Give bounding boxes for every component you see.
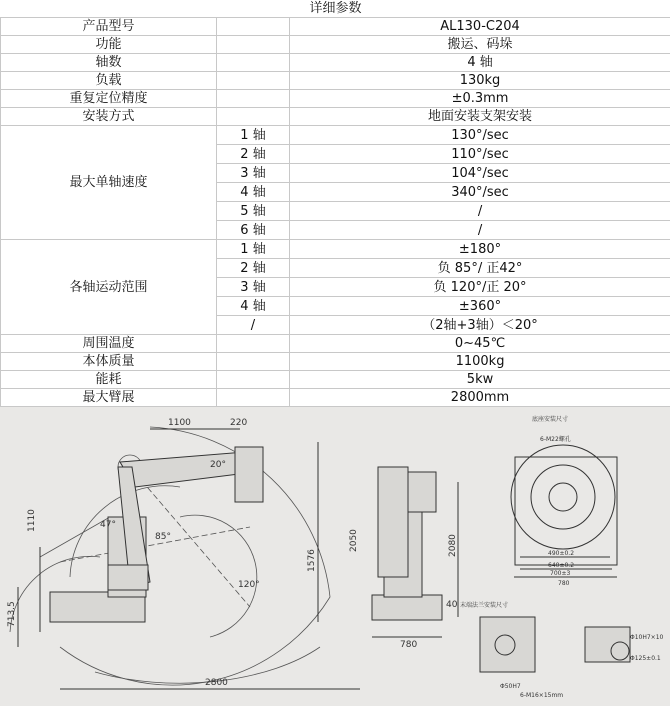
spec-value: （2轴+3轴）＜20° xyxy=(290,316,670,335)
spec-empty xyxy=(217,90,290,108)
spec-empty xyxy=(217,353,290,371)
spec-label: 轴数 xyxy=(1,54,217,72)
top-view-ring xyxy=(531,465,595,529)
robot-wrist xyxy=(235,447,263,502)
spec-value: 130°/sec xyxy=(290,126,670,145)
table-row xyxy=(1,353,670,371)
spec-label: 重复定位精度 xyxy=(1,90,217,108)
axis-cell: 2 轴 xyxy=(217,145,290,164)
axis-cell: 5 轴 xyxy=(217,202,290,221)
angle-120: 120° xyxy=(238,580,260,590)
dim-2050: 2050 xyxy=(349,529,359,552)
spec-empty xyxy=(217,335,290,353)
spec-label: 最大臂展 xyxy=(1,389,217,407)
spec-value: 0~45℃ xyxy=(290,335,670,353)
top-view-ring xyxy=(511,445,615,549)
spec-value: 5kw xyxy=(290,371,670,389)
d125-label: Φ125±0.1 xyxy=(630,655,661,662)
spec-value: 110°/sec xyxy=(290,145,670,164)
axis-cell: 1 轴 xyxy=(217,126,290,145)
axis-cell: 3 轴 xyxy=(217,278,290,297)
top-view-ring xyxy=(549,483,577,511)
spec-value: 负 85°/ 正42° xyxy=(290,259,670,278)
dim-780: 780 xyxy=(400,640,418,650)
angle-20: 20° xyxy=(210,460,226,470)
spec-label: 本体质量 xyxy=(1,353,217,371)
dim-2080: 2080 xyxy=(448,534,458,557)
angle-47: 47° xyxy=(100,520,116,530)
spec-value: AL130-C204 xyxy=(290,18,670,36)
spec-label: 产品型号 xyxy=(1,18,217,36)
spec-empty xyxy=(217,36,290,54)
spec-value: 4 轴 xyxy=(290,54,670,72)
spec-empty xyxy=(217,18,290,36)
section-title: 详细参数 xyxy=(1,0,670,18)
table-row xyxy=(1,335,670,353)
spec-value: 104°/sec xyxy=(290,164,670,183)
technical-drawing xyxy=(0,407,670,706)
dim-780b: 780 xyxy=(558,580,570,587)
spec-value: ±180° xyxy=(290,240,670,259)
robot-counterweight xyxy=(108,565,148,590)
spec-value: 1100kg xyxy=(290,353,670,371)
table-row xyxy=(1,389,670,407)
flange-label: 末端法兰安装尺寸 xyxy=(460,602,509,609)
d10-label: Φ10H7×10 xyxy=(630,634,664,641)
dim-220: 220 xyxy=(230,418,248,428)
dim-1110: 1110 xyxy=(27,509,37,532)
base-label: 底座安装尺寸 xyxy=(532,416,569,423)
work-range-drawing xyxy=(0,407,670,706)
flange-view-2 xyxy=(585,627,630,662)
dim-713: 713.5 xyxy=(7,601,17,627)
table-row xyxy=(1,72,670,90)
dim-40: 40 xyxy=(446,600,458,610)
table-row xyxy=(1,108,670,126)
table-row xyxy=(1,240,670,259)
spec-label: 功能 xyxy=(1,36,217,54)
table-row xyxy=(1,36,670,54)
spec-group-label: 各轴运动范围 xyxy=(1,240,217,335)
spec-label: 负载 xyxy=(1,72,217,90)
m16-label: 6-M16×15mm xyxy=(520,692,564,699)
flange-view-1 xyxy=(480,617,535,672)
table-row xyxy=(1,54,670,72)
dim-2800: 2800 xyxy=(205,678,228,688)
table-row xyxy=(1,18,670,36)
spec-empty xyxy=(217,54,290,72)
spec-label: 安装方式 xyxy=(1,108,217,126)
spec-label: 周围温度 xyxy=(1,335,217,353)
spec-value: / xyxy=(290,221,670,240)
axis-cell: / xyxy=(217,316,290,335)
spec-value: 340°/sec xyxy=(290,183,670,202)
spec-value: ±360° xyxy=(290,297,670,316)
d50-label: Φ50H7 xyxy=(500,683,521,690)
axis-cell: 6 轴 xyxy=(217,221,290,240)
dim-700: 700±3 xyxy=(550,570,571,577)
dim-1100: 1100 xyxy=(168,418,191,428)
spec-value: 2800mm xyxy=(290,389,670,407)
side-view-base xyxy=(372,595,442,620)
angle-85: 85° xyxy=(155,532,171,542)
spec-value: 130kg xyxy=(290,72,670,90)
spec-value: 地面安装支架安装 xyxy=(290,108,670,126)
dim-640: 640±0.2 xyxy=(548,562,575,569)
spec-group-label: 最大单轴速度 xyxy=(1,126,217,240)
side-view-motor xyxy=(408,472,436,512)
axis-cell: 2 轴 xyxy=(217,259,290,278)
axis-cell: 1 轴 xyxy=(217,240,290,259)
spec-value: ±0.3mm xyxy=(290,90,670,108)
m22-label: 6-M22螺孔 xyxy=(540,436,571,443)
axis-cell: 4 轴 xyxy=(217,183,290,202)
spec-value: / xyxy=(290,202,670,221)
spec-empty xyxy=(217,108,290,126)
spec-label: 能耗 xyxy=(1,371,217,389)
side-view-arm xyxy=(378,467,408,577)
axis-cell: 3 轴 xyxy=(217,164,290,183)
spec-empty xyxy=(217,389,290,407)
dim-1576: 1576 xyxy=(307,549,317,572)
table-row xyxy=(1,371,670,389)
spec-empty xyxy=(217,72,290,90)
table-row xyxy=(1,126,670,145)
spec-value: 负 120°/正 20° xyxy=(290,278,670,297)
dim-490: 490±0.2 xyxy=(548,550,575,557)
table-row xyxy=(1,90,670,108)
spec-empty xyxy=(217,371,290,389)
spec-value: 搬运、码垛 xyxy=(290,36,670,54)
axis-cell: 4 轴 xyxy=(217,297,290,316)
